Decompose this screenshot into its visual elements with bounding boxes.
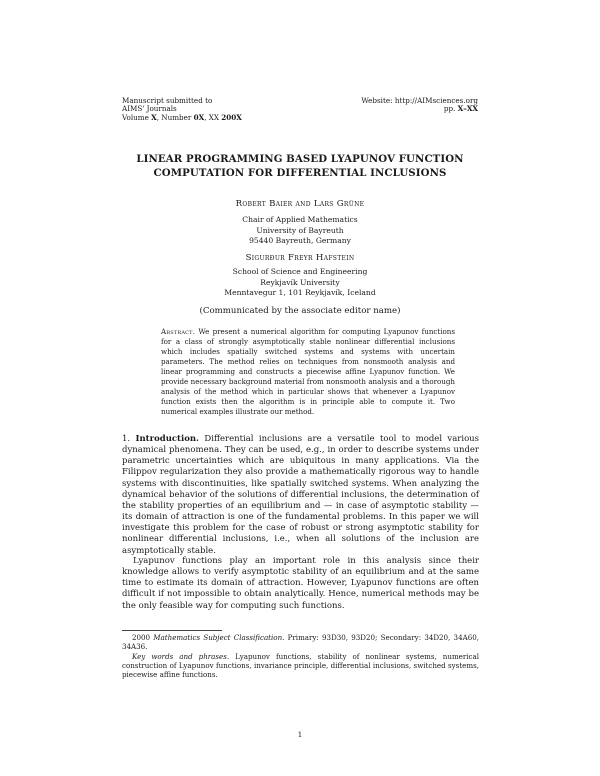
paper-title: LINEAR PROGRAMMING BASED LYAPUNOV FUNCTION COMPUTATION FOR DIFFERENTIAL INCLUSIONS (136, 153, 464, 179)
affiliation-reykjavik: School of Science and Engineering Reykjavík University Menntavegur 1, 101 Reykjavík, Iceland (224, 267, 376, 298)
volume-info: Volume X, Number 0X, XX 200X (122, 112, 242, 122)
page-range: pp. X–XX (443, 104, 478, 114)
affiliation-bayreuth: Chair of Applied Mathematics University of Bayreuth 95440 Bayreuth, Germany (242, 215, 358, 246)
footnote-rule (122, 630, 222, 631)
section-number: 1. (122, 434, 131, 444)
manuscript-note: Manuscript submitted to (122, 96, 213, 105)
intro-paragraph-1: 1. Introduction. Differential inclusions are a versatile tool to model various dynamical phenomena. They can be used, e.g., in order to describe systems under parametric uncertainties which are ubiquitous in many applications. Via the Filippov regularization they also provide a mathematically rigorous way to handle systems with discontinuities, like spatially switched systems. When analyzing the dynamical behavior of the solutions of differential inclusions, the determination of the stability properties of an equilibrium and — in case of asymptotic stability — its domain of attraction is one of the fundamental problems. In this paper we will investigate this problem for the case of robust or strong asymptotic stability for nonlinear differential inclusions, i.e., when all solutions of the inclusion are asymptotically stable. (122, 434, 480, 556)
footnote-keywords: Key words and phrases. Lyapunov functions, stability of nonlinear systems, numerical construction of Lyapunov functions, invariance principle, differential inclusions, switched systems, piecewise affine functions. (122, 651, 479, 680)
journal-header-left (122, 97, 242, 122)
page-number: 1 (297, 730, 303, 739)
footnote-msc: 2000 Mathematics Subject Classification. Primary: 93D30, 93D20; Secondary: 34D20, 34A60, 34A36. (122, 633, 479, 652)
footnotes (122, 630, 479, 679)
section-title: Introduction. (135, 434, 200, 444)
communicated-by: (Communicated by the associate editor name) (199, 306, 401, 316)
abstract-text: We present a numerical algorithm for computing Lyapunov functions for a class of strongly asymptotically stable nonlinear differential inclusions which includes spatially switched systems and systems with uncertain parameters. The method relies on techniques from nonsmooth analysis and linear programming and constructs a piecewise affine Lyapunov function. We provide necessary background material from nonsmooth analysis and a thorough analysis of the method which in particular shows that whenever a Lyapunov function exists then the algorithm is in principle able to compute it. Two numerical examples illustrate our method. (161, 327, 455, 416)
abstract (161, 327, 455, 417)
abstract-label: Abstract. (161, 327, 196, 336)
journal-website: Website: http://AIMsciences.org (361, 96, 478, 105)
journal-name: AIMS' Journals (122, 104, 177, 114)
authors-first: Robert Baier and Lars Grüne (235, 199, 365, 209)
journal-header-right (361, 97, 478, 114)
authors-second: Sigurður Freyr Hafstein (245, 253, 355, 263)
intro-paragraph-2: Lyapunov functions play an important role in this analysis since their knowledge allows to verify asymptotic stability of an equilibrium and at the same time to estimate its domain of attraction. However, Lyapunov functions are often difficult if not impossible to obtain analytically. Hence, numerical methods may be the only feasible way for computing such functions. (122, 556, 479, 611)
